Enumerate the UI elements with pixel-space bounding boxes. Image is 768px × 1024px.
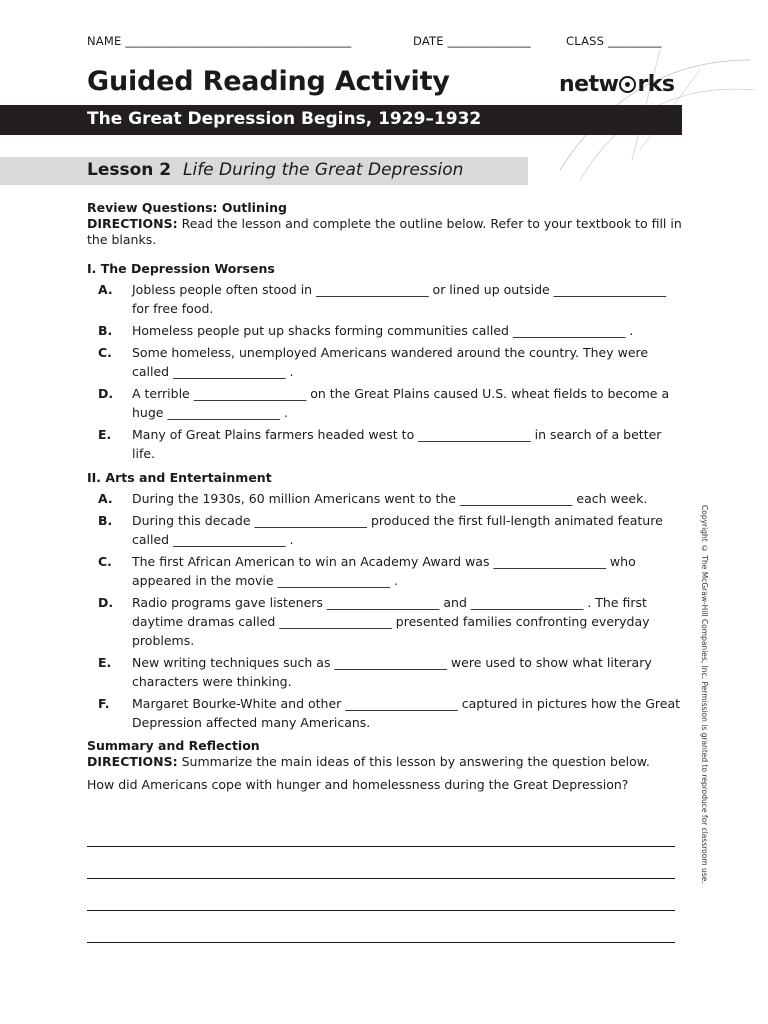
directions-label: DIRECTIONS: (87, 216, 178, 231)
chapter-title: The Great Depression Begins, 1929–1932 (87, 109, 482, 129)
item-letter: C. (98, 554, 112, 569)
summary-directions (87, 754, 682, 770)
item-letter: A. (98, 282, 113, 297)
logo-globe-icon (619, 76, 636, 93)
item-letter: C. (98, 345, 112, 360)
answer-line[interactable] (87, 845, 675, 847)
logo-text-end: rks (637, 72, 675, 97)
lesson-name: Life During the Great Depression (183, 160, 464, 180)
item-letter: D. (98, 595, 114, 610)
section-title: II. Arts and Entertainment (87, 470, 272, 485)
answer-line[interactable] (87, 877, 675, 879)
outline-item[interactable] (87, 425, 682, 463)
class-field[interactable]: CLASS _________ (566, 34, 662, 48)
summary-question: How did Americans cope with hunger and homelessness during the Great Depression? (87, 777, 629, 792)
summary-heading: Summary and Reflection (87, 738, 260, 753)
logo-text-start: netw (559, 72, 619, 97)
item-text: Many of Great Plains farmers headed west to __________________ in search of a better life. (132, 427, 662, 461)
outline-item[interactable] (87, 511, 682, 549)
outline-item[interactable] (87, 552, 682, 590)
outline-item[interactable] (87, 489, 682, 508)
item-letter: B. (98, 323, 113, 338)
page-title: Guided Reading Activity (87, 66, 450, 97)
item-letter: D. (98, 386, 114, 401)
item-text: Homeless people put up shacks forming communities called __________________ . (132, 323, 634, 338)
item-letter: B. (98, 513, 113, 528)
directions-text: Read the lesson and complete the outline below. Refer to your textbook to fill in the blanks. (87, 216, 682, 247)
item-text: A terrible __________________ on the Great Plains caused U.S. wheat fields to become a huge __________________ . (132, 386, 670, 420)
item-text: Margaret Bourke-White and other __________________ captured in pictures how the Great Depression affected many Americans. (132, 696, 681, 730)
outline-item[interactable] (87, 384, 682, 422)
item-letter: F. (98, 696, 110, 711)
item-text: During the 1930s, 60 million Americans went to the __________________ each week. (132, 491, 648, 506)
directions-label: DIRECTIONS: (87, 754, 178, 769)
answer-line[interactable] (87, 941, 675, 943)
section-title: I. The Depression Worsens (87, 261, 275, 276)
review-heading: Review Questions: Outlining (87, 200, 287, 215)
review-directions (87, 216, 682, 248)
copyright-notice: Copyright © The McGraw-Hill Companies, Inc. Permission is granted to reproduce for classroom use. (700, 505, 709, 884)
item-text: Jobless people often stood in __________________ or lined up outside __________________ for free food. (132, 282, 667, 316)
date-field[interactable]: DATE ______________ (413, 34, 531, 48)
outline-item[interactable] (87, 280, 682, 318)
chapter-banner (0, 105, 682, 135)
answer-line[interactable] (87, 909, 675, 911)
name-field[interactable]: NAME ______________________________________ (87, 34, 352, 48)
item-text: Some homeless, unemployed Americans wandered around the country. They were called __________________ . (132, 345, 649, 379)
directions-text: Summarize the main ideas of this lesson by answering the question below. (177, 754, 650, 769)
networks-logo (559, 72, 675, 97)
item-text: New writing techniques such as __________________ were used to show what literary characters were thinking. (132, 655, 652, 689)
item-text: During this decade __________________ produced the first full-length animated feature called __________________ . (132, 513, 663, 547)
outline-item[interactable] (87, 343, 682, 381)
item-text: Radio programs gave listeners __________________ and __________________ . The first daytime dramas called __________________ presented families confronting everyday problems. (132, 595, 650, 648)
lesson-number: Lesson 2 (87, 160, 172, 180)
worksheet-content (87, 200, 682, 793)
outline-item[interactable] (87, 653, 682, 691)
lesson-banner (0, 157, 528, 185)
item-letter: A. (98, 491, 113, 506)
item-text: The first African American to win an Academy Award was __________________ who appeared in the movie __________________ . (132, 554, 636, 588)
item-letter: E. (98, 427, 112, 442)
outline-item[interactable] (87, 694, 682, 732)
item-letter: E. (98, 655, 112, 670)
outline-item[interactable] (87, 593, 682, 650)
outline-item[interactable] (87, 321, 682, 340)
